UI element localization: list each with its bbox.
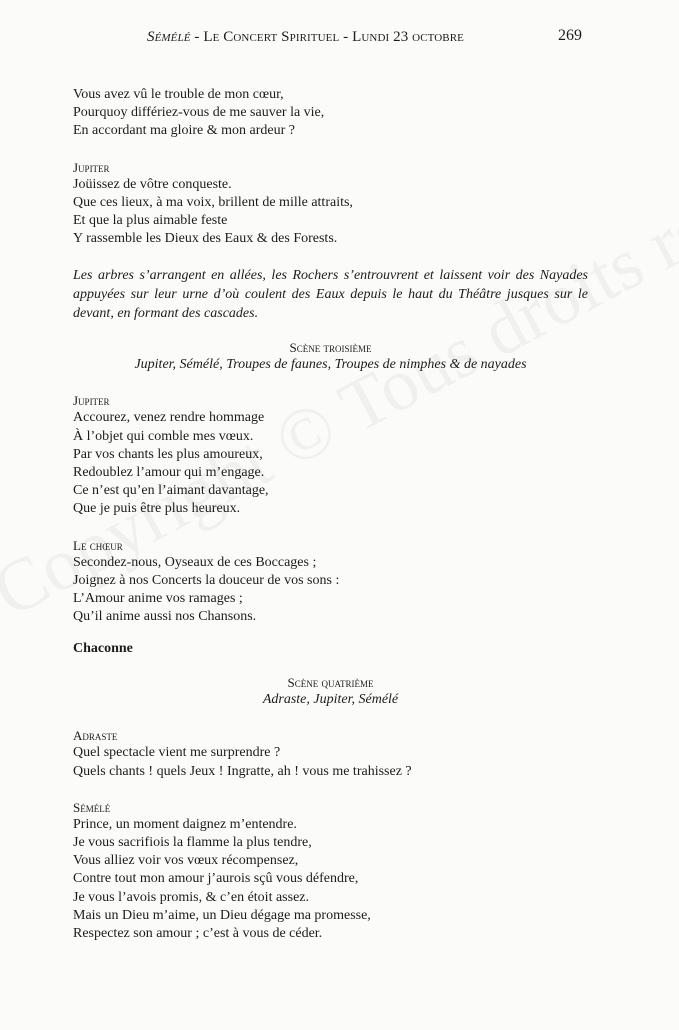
verse-line: Je vous sacrifiois la flamme la plus tendre, — [73, 835, 312, 851]
running-title-rest: - Le Concert Spirituel - Lundi 23 octobre — [190, 29, 464, 45]
scene-title: Scène quatrième — [287, 675, 374, 691]
speaker-name: Le chœur — [73, 537, 123, 553]
verse-line: Ce n’est qu’en l’aimant davantage, — [73, 483, 269, 499]
verse-line: Prince, un moment daignez m’entendre. — [73, 816, 297, 832]
verse-line: Quels chants ! quels Jeux ! Ingratte, ah ! vous me trahissez ? — [73, 763, 412, 779]
verse-block — [73, 159, 588, 249]
speaker-name: Jupiter — [73, 159, 110, 175]
verse-line: Par vos chants les plus amoureux, — [73, 446, 263, 462]
verse-line: En accordant ma gloire & mon ardeur ? — [73, 123, 295, 139]
verse-block — [73, 392, 588, 518]
verse-line: Que ces lieux, à ma voix, brillent de mille attraits, — [73, 194, 353, 210]
speaker-name: Adraste — [73, 728, 118, 744]
running-title — [147, 29, 464, 46]
running-title-italic: Sémélé — [147, 29, 191, 45]
verse-line: Vous avez vû le trouble de mon cœur, — [73, 87, 284, 102]
verse-line: L’Amour anime vos ramages ; — [73, 591, 243, 607]
verse-line: Pourquoy différiez-vous de me sauver la vie, — [73, 105, 325, 121]
verse-block — [73, 86, 588, 141]
section-heading: Chaconne — [73, 641, 133, 657]
page-number: 269 — [558, 27, 582, 44]
stage-direction: Les arbres s’arrangent en allées, les Rochers s’entrouvrent et laissent voir des Nayades appuyées sur leur urne d’où coulent des Eaux depuis le haut du Théâtre jusques sur le devant, en formant des cascades. — [73, 268, 588, 322]
scene-characters: Adraste, Jupiter, Sémélé — [262, 692, 399, 708]
scene-characters: Jupiter, Sémélé, Troupes de faunes, Troupes de nimphes & de nayades — [134, 357, 527, 373]
running-header — [0, 27, 679, 49]
verse-line: Vous alliez voir vos vœux récompensez, — [73, 853, 299, 869]
verse-line: Joignez à nos Concerts la douceur de vos sons : — [73, 572, 340, 588]
verse-line: Mais un Dieu m’aime, un Dieu dégage ma promesse, — [73, 907, 371, 923]
verse-block — [73, 727, 588, 780]
verse-line: Je vous l’avois promis, & c’en étoit assez. — [73, 889, 310, 905]
speaker-name: Sémélé — [73, 799, 111, 815]
verse-line: Quel spectacle vient me surprendre ? — [73, 745, 281, 761]
verse-line: Contre tout mon amour j’aurois sçû vous défendre, — [73, 871, 359, 887]
verse-line: Accourez, venez rendre hommage — [73, 410, 265, 426]
verse-line: Respectez son amour ; c’est à vous de céder. — [73, 926, 323, 942]
page-content — [73, 86, 588, 943]
verse-line: Que je puis être plus heureux. — [73, 501, 241, 517]
verse-line: Et que la plus aimable feste — [73, 213, 228, 229]
verse-line: Redoublez l’amour qui m’engage. — [73, 465, 265, 481]
verse-line: Secondez-nous, Oyseaux de ces Boccages ; — [73, 554, 317, 570]
scene-title: Scène troisième — [289, 340, 372, 356]
verse-line: Y rassemble les Dieux des Eaux & des Forests. — [73, 231, 338, 247]
verse-line: À l’objet qui comble mes vœux. — [73, 428, 254, 444]
verse-block — [73, 799, 588, 943]
verse-line: Joüissez de vôtre conqueste. — [73, 176, 232, 192]
verse-line: Qu’il anime aussi nos Chansons. — [73, 609, 257, 625]
speaker-name: Jupiter — [73, 393, 110, 409]
verse-block — [73, 537, 588, 627]
